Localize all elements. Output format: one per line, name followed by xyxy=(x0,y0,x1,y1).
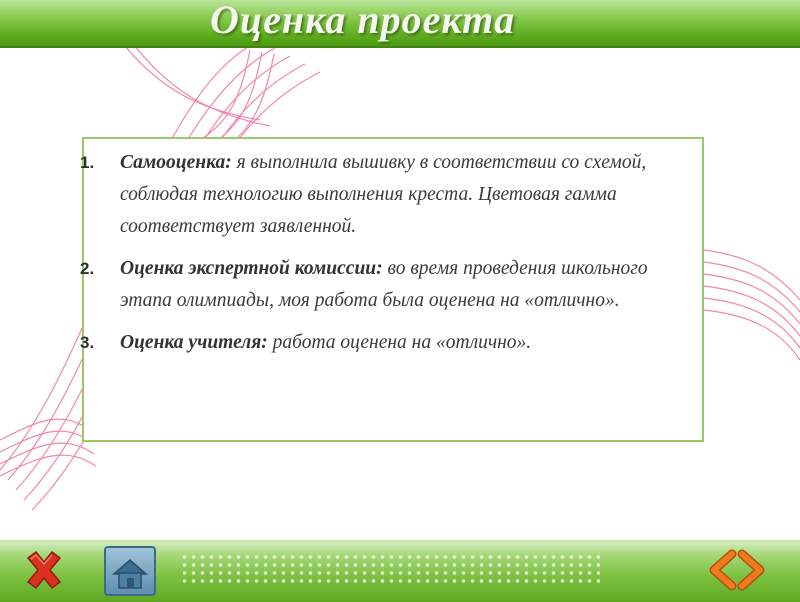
list-item xyxy=(80,327,684,359)
item-text: работа оценена на «отлично». xyxy=(267,332,532,353)
content-box xyxy=(82,137,704,442)
home-icon xyxy=(106,548,154,594)
item-number: 2. xyxy=(80,259,95,278)
item-number: 1. xyxy=(80,153,95,172)
item-text: во время проведения школьного этапа олимпиады, моя работа была оценена на «отлично». xyxy=(120,258,648,311)
close-icon xyxy=(22,548,66,592)
dot-pattern xyxy=(180,553,600,585)
assessment-list xyxy=(80,147,684,369)
item-text: я выполнила вышивку в соответствии со схемой, соблюдая технологию выполнения креста. Цветовая гамма соответствует заявленной. xyxy=(120,152,647,237)
home-button[interactable] xyxy=(104,546,156,596)
list-item xyxy=(80,147,684,243)
navigation-arrows-icon xyxy=(706,548,768,592)
item-number: 3. xyxy=(80,333,95,352)
slide-title: Оценка проекта xyxy=(210,0,516,42)
item-term: Самооценка: xyxy=(120,152,232,173)
item-term: Оценка учителя: xyxy=(120,332,268,353)
item-term: Оценка экспертной комиссии: xyxy=(120,258,383,279)
navigation-arrows-button[interactable] xyxy=(706,548,768,592)
close-button[interactable] xyxy=(22,548,66,592)
list-item xyxy=(80,253,684,317)
